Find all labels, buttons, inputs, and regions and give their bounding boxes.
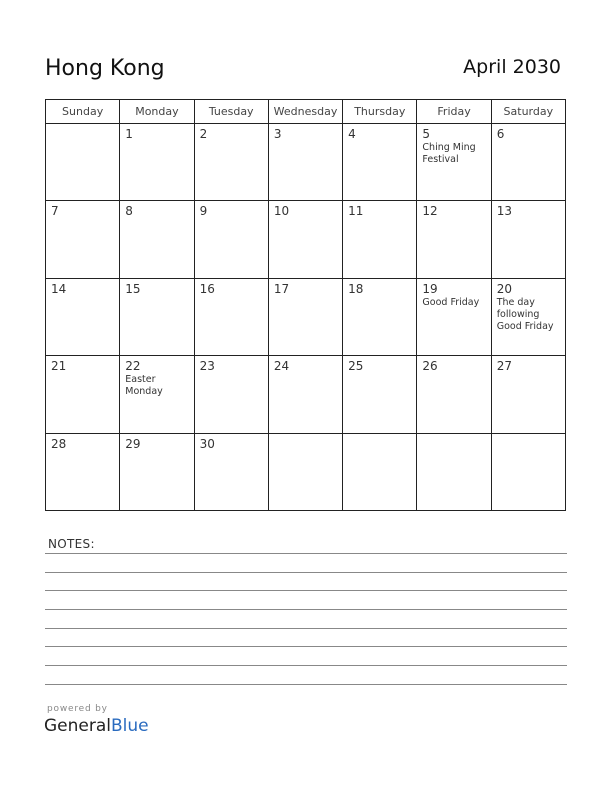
day-cell — [195, 434, 269, 511]
day-number: 12 — [422, 204, 438, 219]
day-cell — [120, 201, 194, 278]
weekday-header: Wednesday — [269, 100, 343, 124]
notes-line — [45, 646, 567, 647]
day-number: 7 — [51, 204, 59, 219]
day-cell — [417, 356, 491, 433]
holiday-label: Good Friday — [422, 296, 480, 308]
day-number: 20 — [496, 281, 512, 296]
day-cell — [269, 124, 343, 201]
day-cell — [46, 279, 120, 356]
notes-line — [45, 553, 567, 554]
day-number: 2 — [199, 127, 208, 141]
day-cell — [46, 356, 120, 433]
day-cell — [269, 201, 343, 278]
day-number: 24 — [273, 359, 290, 374]
day-cell — [46, 124, 120, 201]
day-cell — [195, 356, 269, 433]
weekday-header: Thursday — [343, 100, 417, 124]
powered-by-text: powered by — [47, 704, 108, 714]
day-number: 17 — [273, 281, 290, 296]
day-cell — [343, 201, 417, 278]
notes-line — [45, 684, 567, 685]
day-number: 21 — [51, 359, 67, 374]
day-cell — [492, 279, 566, 356]
day-cell — [343, 124, 417, 201]
day-cell — [492, 434, 566, 511]
day-cell — [417, 124, 491, 201]
day-number: 1 — [125, 127, 133, 141]
day-number: 14 — [51, 281, 67, 296]
holiday-label: Ching Ming Festival — [422, 142, 476, 165]
day-cell — [46, 201, 120, 278]
day-cell — [195, 279, 269, 356]
notes-line — [45, 628, 567, 629]
day-number: 27 — [496, 359, 512, 374]
day-number: 22 — [125, 359, 141, 374]
day-number: 3 — [273, 127, 282, 141]
day-number: 4 — [348, 127, 356, 141]
day-number: 15 — [125, 281, 141, 296]
day-number: 9 — [199, 204, 208, 219]
day-cell — [195, 124, 269, 201]
month-title: April 2030 — [463, 56, 561, 78]
day-number: 30 — [199, 436, 215, 451]
day-number: 25 — [348, 359, 364, 374]
day-cell — [417, 279, 491, 356]
day-cell — [120, 279, 194, 356]
day-number: 28 — [51, 436, 67, 451]
brand-blue: Blue — [111, 716, 149, 736]
day-cell — [343, 279, 417, 356]
day-cell — [417, 434, 491, 511]
day-cell — [343, 434, 417, 511]
day-number: 16 — [199, 281, 215, 296]
day-number: 10 — [273, 204, 290, 219]
weekday-header: Saturday — [492, 100, 566, 124]
day-number: 26 — [422, 359, 438, 374]
holiday-label: Easter Monday — [125, 374, 163, 398]
day-cell — [195, 201, 269, 278]
calendar-grid — [45, 99, 566, 511]
notes-line — [45, 590, 567, 591]
day-number: 23 — [199, 359, 215, 374]
generalblue-logo — [44, 716, 149, 736]
day-number: 11 — [348, 204, 364, 219]
day-number: 29 — [125, 436, 141, 451]
holiday-label: The day following Good Friday — [496, 296, 554, 332]
weekday-header: Sunday — [46, 100, 120, 124]
weekday-header: Tuesday — [195, 100, 269, 124]
day-number: 19 — [422, 281, 438, 296]
day-cell — [269, 356, 343, 433]
day-cell — [343, 356, 417, 433]
notes-line — [45, 572, 567, 573]
day-cell — [120, 124, 194, 201]
day-cell — [46, 434, 120, 511]
brand-general: General — [44, 716, 111, 736]
day-number: 5 — [422, 127, 431, 141]
day-cell — [269, 279, 343, 356]
day-cell — [492, 124, 566, 201]
day-number: 6 — [496, 127, 505, 141]
day-cell — [492, 201, 566, 278]
weekday-header: Friday — [417, 100, 491, 124]
notes-line — [45, 609, 567, 610]
notes-label: NOTES: — [48, 537, 95, 551]
day-number: 18 — [348, 281, 364, 296]
day-cell — [120, 356, 194, 433]
region-title: Hong Kong — [45, 56, 165, 81]
day-cell — [120, 434, 194, 511]
day-cell — [492, 356, 566, 433]
weekday-header: Monday — [120, 100, 194, 124]
day-cell — [417, 201, 491, 278]
day-number: 8 — [125, 204, 133, 219]
day-number: 13 — [496, 204, 512, 219]
day-cell — [269, 434, 343, 511]
notes-line — [45, 665, 567, 666]
